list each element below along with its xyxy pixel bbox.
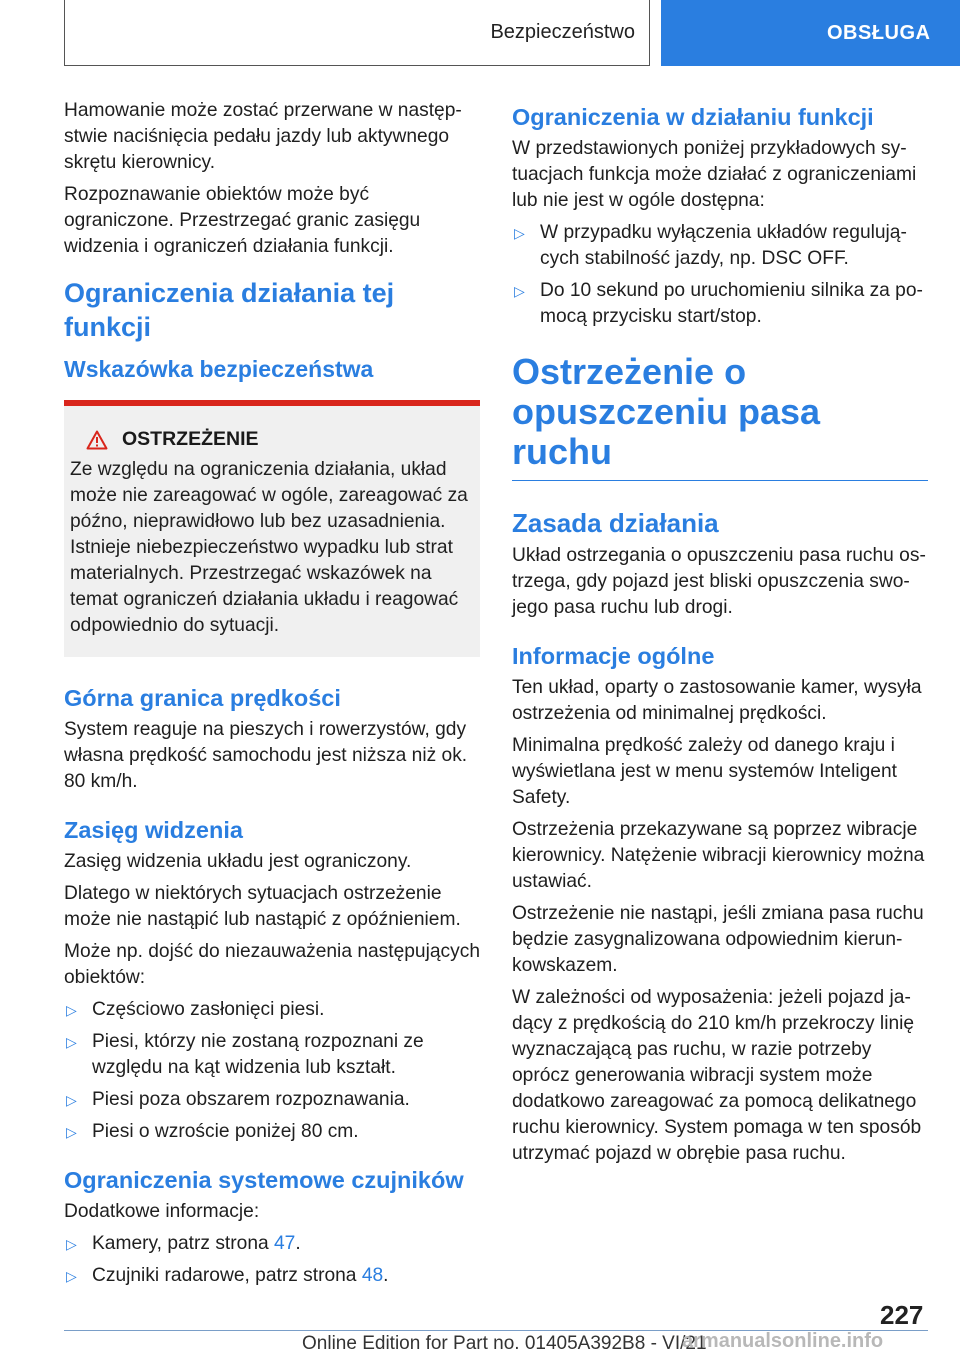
paragraph: W zależności od wyposażenia: jeżeli pojazd jadący z prędkością do 210 km/h przekroczy linię wyznaczającą pas ruchu, w razie potrzeby oprócz generowania wibracji system może dodatkowo zareagować za pomocą delikatnego ruchu kierownicy. System pomaga w ten sposób utrzymać pojazd w obrębie pasa ruchu. (512, 987, 922, 1164)
page-number: 227 (880, 1300, 924, 1330)
header-chapter-tab[interactable] (661, 0, 960, 66)
heading-function-restrictions: Ograniczenia w działaniu funkcji (512, 104, 874, 130)
warning-box (64, 400, 480, 657)
triangle-bullet-icon: ▷ (514, 225, 525, 241)
paragraph: Zasięg widzenia układu jest ograniczony. (64, 851, 412, 872)
triangle-bullet-icon: ▷ (66, 1236, 77, 1252)
heading-range: Zasięg widzenia (64, 817, 243, 843)
triangle-bullet-icon: ▷ (66, 1034, 77, 1050)
paragraph: W przedstawionych poniżej przykładowych sytuacjach funkcja może działać z ograniczeniami lub nie jest w ogóle dostępna: (512, 138, 917, 211)
list-item: ▷ Kamery, patrz strona 47. (64, 1231, 480, 1257)
heading-sensor-limits: Ograniczenia systemowe czujników (64, 1167, 464, 1193)
list-item: ▷ Do 10 sekund po uruchomieniu silnika za pomocą przycisku start/stop. (512, 278, 928, 330)
triangle-bullet-icon: ▷ (66, 1002, 77, 1018)
paragraph: Dodatkowe informacje: (64, 1201, 260, 1222)
triangle-bullet-icon: ▷ (66, 1124, 77, 1140)
left-column (64, 98, 480, 1295)
list-item: ▷ W przypadku wyłączenia układów regulujących stabilność jazdy, np. DSC OFF. (512, 220, 928, 272)
watermark: armanualsonline.info (682, 1330, 884, 1352)
triangle-bullet-icon: ▷ (66, 1268, 77, 1284)
list-item: ▷ Czujniki radarowe, patrz strona 48. (64, 1263, 480, 1289)
paragraph: Układ ostrzegania o opuszczeniu pasa ruchu ostrzega, gdy pojazd jest bliski opuszczenia swojego pasa ruchu lub drogi. (512, 545, 926, 618)
page-link-radar[interactable]: 48 (361, 1265, 384, 1286)
list-item: ▷ Piesi, którzy nie zostaną rozpoznani ze względu na kąt widzenia lub kształt. (64, 1029, 480, 1081)
paragraph: Ten układ, oparty o zastosowanie kamer, wysyła ostrzeżenia od minimalnej prędkości. (512, 677, 922, 724)
heading-safety-note: Wskazówka bezpieczeństwa (64, 356, 374, 382)
paragraph: System reaguje na pieszych i rowerzystów, gdy własna prędkość samochodu jest niższa niż ok. 80 km/h. (64, 719, 468, 792)
paragraph: Ostrzeżenie nie nastąpi, jeśli zmiana pasa ruchu będzie zasygnalizowana odpowiednim kierunkowskazem. (512, 903, 924, 976)
list-item: ▷ Piesi poza obszarem rozpoznawania. (64, 1087, 480, 1113)
heading-general-info: Informacje ogólne (512, 643, 715, 669)
paragraph: Dlatego w niektórych sytuacjach ostrzeżenie może nie nastąpić lub nastąpić z opóźnieniem. (64, 883, 461, 930)
right-column (512, 98, 928, 1173)
paragraph: Minimalna prędkość zależy od danego kraju i wyświetlana jest w menu systemów Inteligent Safety. (512, 735, 897, 808)
heading-speed-limit: Górna granica prędkości (64, 685, 341, 711)
warning-triangle-icon (86, 430, 108, 450)
heading-lane-departure-warning: Ostrzeżenie o opuszczeniu pasa ruchu (512, 352, 928, 481)
footer-edition: Online Edition for Part no. 01405A392B8 - VI/21 (302, 1333, 707, 1354)
triangle-bullet-icon: ▷ (514, 283, 525, 299)
list-item: ▷ Częściowo zasłonięci piesi. (64, 997, 480, 1023)
paragraph: Hamowanie może zostać przerwane w następstwie naciśnięcia pedału jazdy lub aktywnego skrętu kierownicy. (64, 100, 462, 173)
header-section-title: Bezpieczeństwo (490, 21, 635, 43)
warning-label: OSTRZEŻENIE (122, 428, 259, 450)
header-section (64, 0, 650, 66)
warning-text: Ze względu na ograniczenia działania, układ może nie zareagować w ogóle, zareagować za późno, nieprawidłowo lub bez uzasadnienia. Istnieje niebezpieczeństwo wypadku lub strat materialnych. Przestrzegać wskazówek na temat ograniczeń działania układu i reagować odpowiednio do sytuacji. (70, 459, 468, 636)
paragraph: Ostrzeżenia przekazywane są poprzez wibracje kierownicy. Natężenie wibracji kierownicy można ustawiać. (512, 819, 925, 892)
heading-principle: Zasada działania (512, 508, 719, 538)
warning-title (70, 428, 472, 451)
header-chapter-title: OBSŁUGA (827, 21, 931, 44)
triangle-bullet-icon: ▷ (66, 1092, 77, 1108)
paragraph: Może np. dojść do niezauważenia następujących obiektów: (64, 941, 480, 988)
page-link-cameras[interactable]: 47 (274, 1233, 296, 1254)
list-item: ▷ Piesi o wzroście poniżej 80 cm. (64, 1119, 480, 1145)
heading-function-limits: Ograniczenia działania tej funkcji (64, 278, 395, 342)
paragraph: Rozpoznawanie obiektów może być ograniczone. Przestrzegać granic zasięgu widzenia i ograniczeń działania funkcji. (64, 184, 421, 257)
